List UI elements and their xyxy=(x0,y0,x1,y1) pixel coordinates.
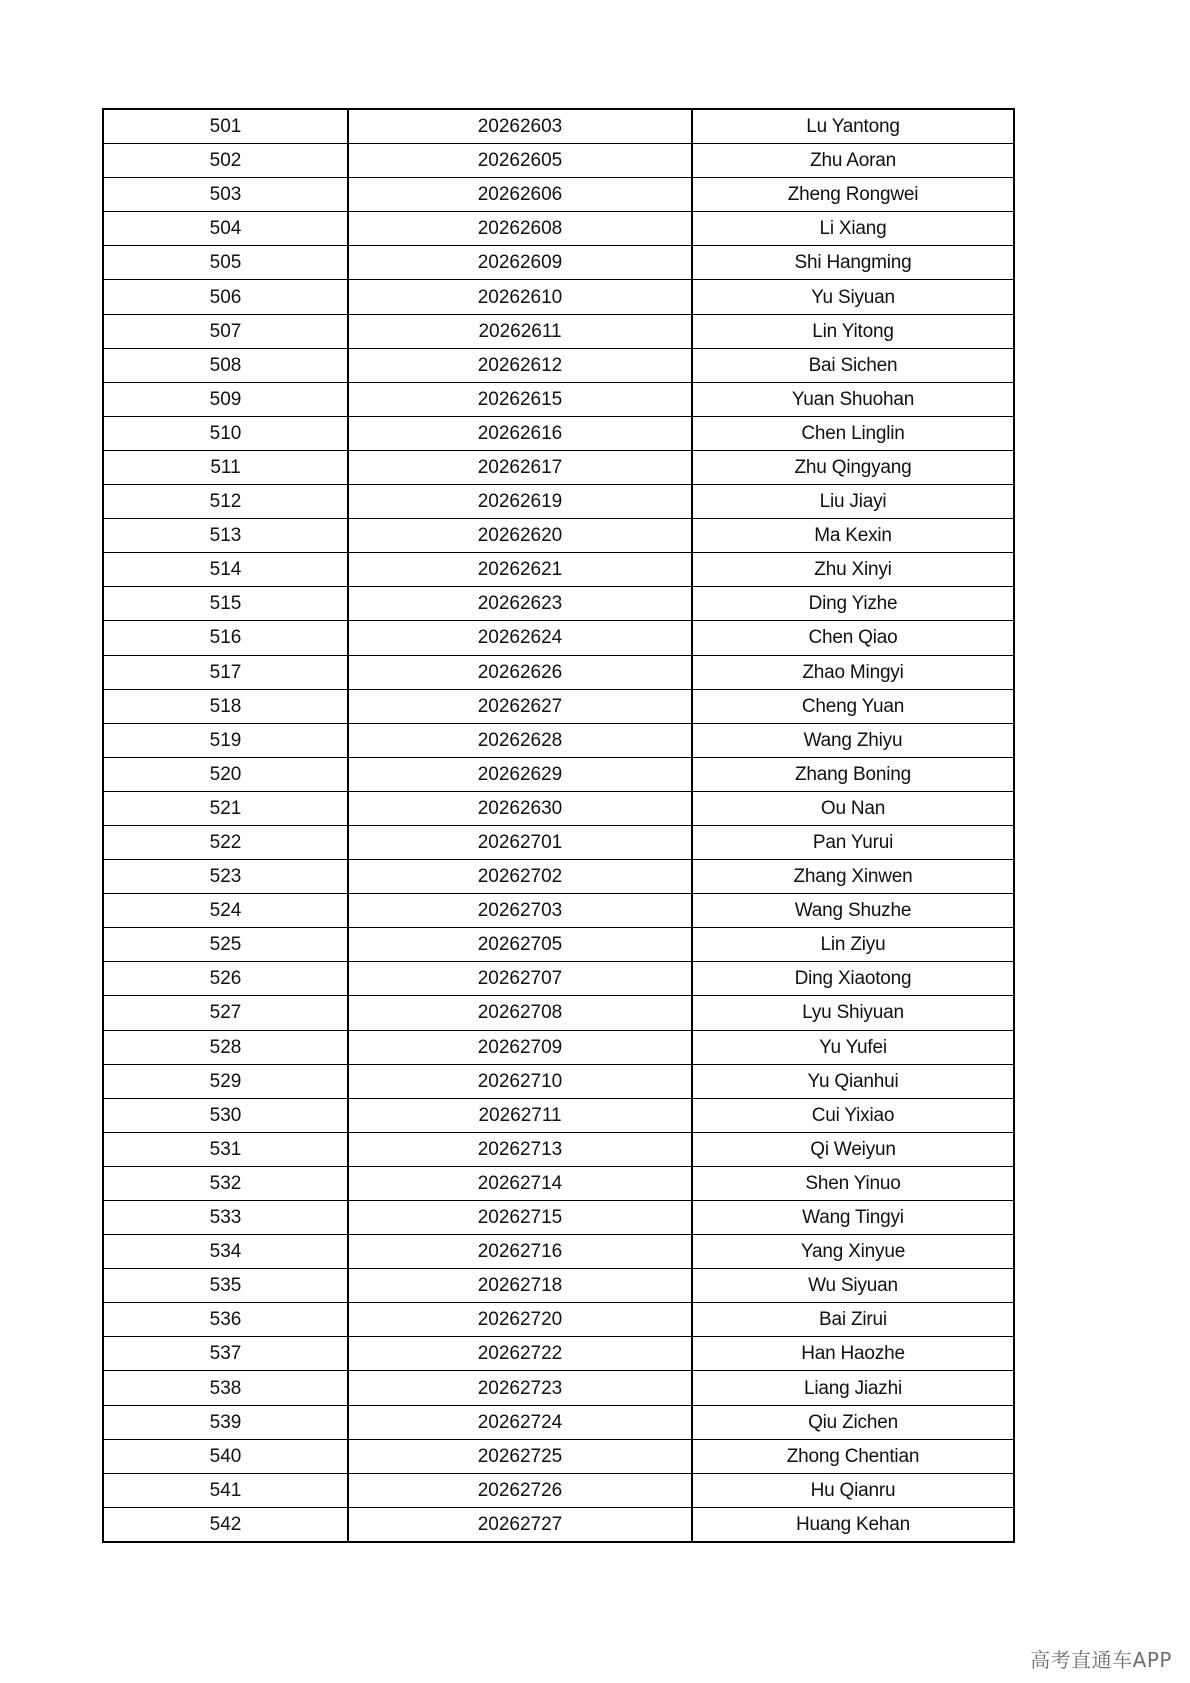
student-id-cell: 20262612 xyxy=(348,348,692,382)
student-name-cell: Lu Yantong xyxy=(692,109,1014,144)
row-number-cell: 521 xyxy=(103,791,348,825)
student-id-cell: 20262623 xyxy=(348,587,692,621)
table-row xyxy=(103,144,1014,178)
student-name-cell: Zhang Xinwen xyxy=(692,860,1014,894)
row-number-cell: 508 xyxy=(103,348,348,382)
row-number-cell: 515 xyxy=(103,587,348,621)
table-row xyxy=(103,791,1014,825)
table-row xyxy=(103,1269,1014,1303)
table-row xyxy=(103,485,1014,519)
table-row xyxy=(103,894,1014,928)
row-number-cell: 541 xyxy=(103,1473,348,1507)
table-row xyxy=(103,825,1014,859)
table-row xyxy=(103,1201,1014,1235)
row-number-cell: 538 xyxy=(103,1371,348,1405)
row-number-cell: 529 xyxy=(103,1064,348,1098)
student-name-cell: Chen Qiao xyxy=(692,621,1014,655)
row-number-cell: 531 xyxy=(103,1132,348,1166)
student-name-cell: Shi Hangming xyxy=(692,246,1014,280)
row-number-cell: 530 xyxy=(103,1098,348,1132)
table-row xyxy=(103,382,1014,416)
student-id-cell: 20262630 xyxy=(348,791,692,825)
row-number-cell: 519 xyxy=(103,723,348,757)
student-name-cell: Bai Sichen xyxy=(692,348,1014,382)
table-row xyxy=(103,1473,1014,1507)
table-row xyxy=(103,1098,1014,1132)
student-id-cell: 20262620 xyxy=(348,519,692,553)
student-id-cell: 20262711 xyxy=(348,1098,692,1132)
row-number-cell: 516 xyxy=(103,621,348,655)
student-id-cell: 20262727 xyxy=(348,1507,692,1542)
row-number-cell: 535 xyxy=(103,1269,348,1303)
student-id-cell: 20262624 xyxy=(348,621,692,655)
table-row xyxy=(103,1405,1014,1439)
student-name-cell: Yu Siyuan xyxy=(692,280,1014,314)
student-name-cell: Han Haozhe xyxy=(692,1337,1014,1371)
student-id-cell: 20262629 xyxy=(348,757,692,791)
student-name-cell: Ding Yizhe xyxy=(692,587,1014,621)
table-row xyxy=(103,246,1014,280)
table-row xyxy=(103,1064,1014,1098)
student-name-cell: Pan Yurui xyxy=(692,825,1014,859)
student-id-cell: 20262628 xyxy=(348,723,692,757)
roster-body xyxy=(103,109,1014,1542)
table-row xyxy=(103,655,1014,689)
student-id-cell: 20262605 xyxy=(348,144,692,178)
student-id-cell: 20262718 xyxy=(348,1269,692,1303)
student-name-cell: Cui Yixiao xyxy=(692,1098,1014,1132)
table-row xyxy=(103,621,1014,655)
student-id-cell: 20262606 xyxy=(348,178,692,212)
row-number-cell: 522 xyxy=(103,825,348,859)
student-id-cell: 20262608 xyxy=(348,212,692,246)
row-number-cell: 533 xyxy=(103,1201,348,1235)
student-id-cell: 20262709 xyxy=(348,1030,692,1064)
student-id-cell: 20262603 xyxy=(348,109,692,144)
row-number-cell: 514 xyxy=(103,553,348,587)
student-name-cell: Cheng Yuan xyxy=(692,689,1014,723)
student-name-cell: Yu Yufei xyxy=(692,1030,1014,1064)
row-number-cell: 524 xyxy=(103,894,348,928)
student-name-cell: Yang Xinyue xyxy=(692,1235,1014,1269)
row-number-cell: 512 xyxy=(103,485,348,519)
student-name-cell: Bai Zirui xyxy=(692,1303,1014,1337)
student-id-cell: 20262707 xyxy=(348,962,692,996)
row-number-cell: 502 xyxy=(103,144,348,178)
table-row xyxy=(103,109,1014,144)
row-number-cell: 523 xyxy=(103,860,348,894)
student-name-cell: Shen Yinuo xyxy=(692,1166,1014,1200)
student-name-cell: Zhu Aoran xyxy=(692,144,1014,178)
student-id-cell: 20262703 xyxy=(348,894,692,928)
row-number-cell: 518 xyxy=(103,689,348,723)
row-number-cell: 537 xyxy=(103,1337,348,1371)
student-id-cell: 20262619 xyxy=(348,485,692,519)
row-number-cell: 527 xyxy=(103,996,348,1030)
student-id-cell: 20262714 xyxy=(348,1166,692,1200)
row-number-cell: 503 xyxy=(103,178,348,212)
row-number-cell: 504 xyxy=(103,212,348,246)
table-row xyxy=(103,280,1014,314)
table-row xyxy=(103,348,1014,382)
student-name-cell: Ding Xiaotong xyxy=(692,962,1014,996)
student-id-cell: 20262617 xyxy=(348,450,692,484)
student-id-cell: 20262720 xyxy=(348,1303,692,1337)
student-name-cell: Wang Tingyi xyxy=(692,1201,1014,1235)
student-id-cell: 20262715 xyxy=(348,1201,692,1235)
row-number-cell: 520 xyxy=(103,757,348,791)
student-id-cell: 20262701 xyxy=(348,825,692,859)
student-id-cell: 20262723 xyxy=(348,1371,692,1405)
row-number-cell: 536 xyxy=(103,1303,348,1337)
table-row xyxy=(103,1371,1014,1405)
table-row xyxy=(103,689,1014,723)
student-id-cell: 20262609 xyxy=(348,246,692,280)
student-name-cell: Zhao Mingyi xyxy=(692,655,1014,689)
student-name-cell: Huang Kehan xyxy=(692,1507,1014,1542)
student-id-cell: 20262615 xyxy=(348,382,692,416)
student-id-cell: 20262716 xyxy=(348,1235,692,1269)
row-number-cell: 542 xyxy=(103,1507,348,1542)
student-name-cell: Ou Nan xyxy=(692,791,1014,825)
table-row xyxy=(103,1303,1014,1337)
student-name-cell: Ma Kexin xyxy=(692,519,1014,553)
table-row xyxy=(103,519,1014,553)
row-number-cell: 534 xyxy=(103,1235,348,1269)
student-id-cell: 20262611 xyxy=(348,314,692,348)
student-id-cell: 20262621 xyxy=(348,553,692,587)
table-row xyxy=(103,1337,1014,1371)
student-name-cell: Yuan Shuohan xyxy=(692,382,1014,416)
student-id-cell: 20262725 xyxy=(348,1439,692,1473)
row-number-cell: 526 xyxy=(103,962,348,996)
table-row xyxy=(103,1132,1014,1166)
student-id-cell: 20262616 xyxy=(348,416,692,450)
row-number-cell: 517 xyxy=(103,655,348,689)
student-name-cell: Chen Linglin xyxy=(692,416,1014,450)
student-id-cell: 20262610 xyxy=(348,280,692,314)
table-row xyxy=(103,996,1014,1030)
roster-table xyxy=(102,108,1015,1543)
student-name-cell: Zhu Xinyi xyxy=(692,553,1014,587)
row-number-cell: 507 xyxy=(103,314,348,348)
row-number-cell: 509 xyxy=(103,382,348,416)
table-row xyxy=(103,860,1014,894)
student-name-cell: Wang Shuzhe xyxy=(692,894,1014,928)
student-name-cell: Lin Yitong xyxy=(692,314,1014,348)
row-number-cell: 510 xyxy=(103,416,348,450)
student-id-cell: 20262702 xyxy=(348,860,692,894)
table-row xyxy=(103,553,1014,587)
table-row xyxy=(103,1030,1014,1064)
student-id-cell: 20262627 xyxy=(348,689,692,723)
student-name-cell: Qi Weiyun xyxy=(692,1132,1014,1166)
table-row xyxy=(103,1166,1014,1200)
table-row xyxy=(103,1439,1014,1473)
student-name-cell: Zhong Chentian xyxy=(692,1439,1014,1473)
row-number-cell: 540 xyxy=(103,1439,348,1473)
student-id-cell: 20262710 xyxy=(348,1064,692,1098)
student-id-cell: 20262722 xyxy=(348,1337,692,1371)
table-row xyxy=(103,928,1014,962)
student-name-cell: Wu Siyuan xyxy=(692,1269,1014,1303)
student-name-cell: Zhu Qingyang xyxy=(692,450,1014,484)
table-row xyxy=(103,416,1014,450)
row-number-cell: 511 xyxy=(103,450,348,484)
student-name-cell: Li Xiang xyxy=(692,212,1014,246)
row-number-cell: 513 xyxy=(103,519,348,553)
student-id-cell: 20262724 xyxy=(348,1405,692,1439)
student-name-cell: Liang Jiazhi xyxy=(692,1371,1014,1405)
table-row xyxy=(103,212,1014,246)
row-number-cell: 532 xyxy=(103,1166,348,1200)
student-name-cell: Liu Jiayi xyxy=(692,485,1014,519)
student-name-cell: Wang Zhiyu xyxy=(692,723,1014,757)
watermark-text: 高考直通车APP xyxy=(1030,1648,1172,1672)
student-name-cell: Hu Qianru xyxy=(692,1473,1014,1507)
table-row xyxy=(103,962,1014,996)
table-row xyxy=(103,723,1014,757)
row-number-cell: 528 xyxy=(103,1030,348,1064)
student-name-cell: Zheng Rongwei xyxy=(692,178,1014,212)
row-number-cell: 501 xyxy=(103,109,348,144)
student-id-cell: 20262705 xyxy=(348,928,692,962)
student-id-cell: 20262626 xyxy=(348,655,692,689)
row-number-cell: 539 xyxy=(103,1405,348,1439)
table-row xyxy=(103,587,1014,621)
student-name-cell: Lyu Shiyuan xyxy=(692,996,1014,1030)
student-id-cell: 20262708 xyxy=(348,996,692,1030)
row-number-cell: 506 xyxy=(103,280,348,314)
row-number-cell: 525 xyxy=(103,928,348,962)
table-row xyxy=(103,1235,1014,1269)
student-id-cell: 20262726 xyxy=(348,1473,692,1507)
row-number-cell: 505 xyxy=(103,246,348,280)
student-name-cell: Lin Ziyu xyxy=(692,928,1014,962)
table-row xyxy=(103,178,1014,212)
table-row xyxy=(103,1507,1014,1542)
student-name-cell: Yu Qianhui xyxy=(692,1064,1014,1098)
table-row xyxy=(103,450,1014,484)
student-name-cell: Zhang Boning xyxy=(692,757,1014,791)
student-name-cell: Qiu Zichen xyxy=(692,1405,1014,1439)
table-row xyxy=(103,757,1014,791)
table-row xyxy=(103,314,1014,348)
student-id-cell: 20262713 xyxy=(348,1132,692,1166)
